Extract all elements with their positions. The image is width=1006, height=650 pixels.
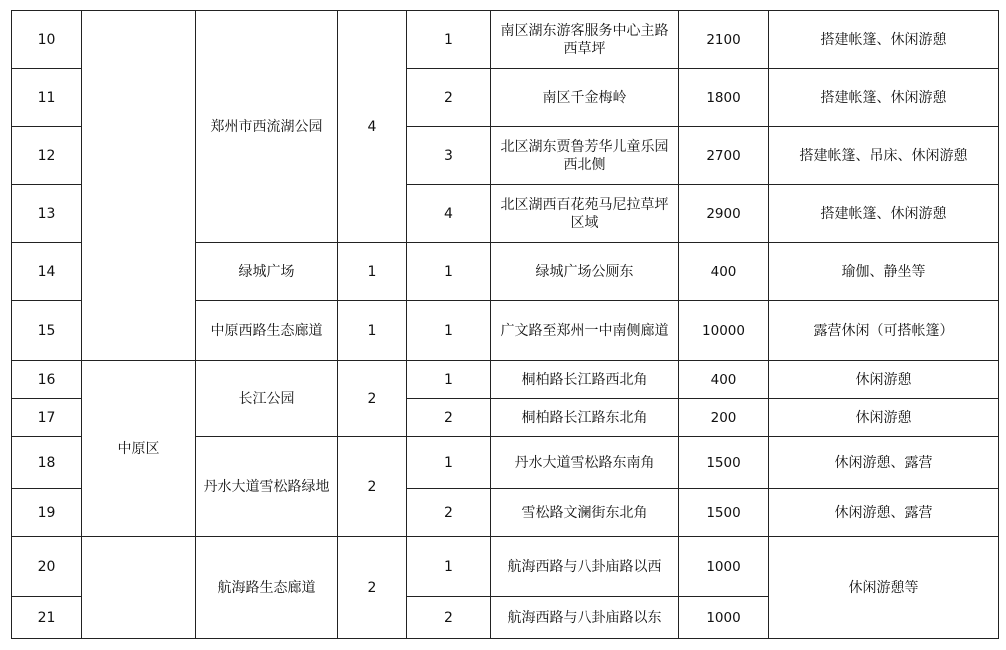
seq-cell: 14 [12, 243, 82, 301]
area-cell: 10000 [679, 301, 769, 361]
park-count-cell: 2 [338, 361, 407, 437]
seq-cell: 21 [12, 597, 82, 639]
park-count-cell: 1 [338, 301, 407, 361]
use-cell: 休闲游憩、露营 [769, 437, 999, 489]
location-cell: 南区湖东游客服务中心主路西草坪 [491, 11, 679, 69]
area-cell: 2700 [679, 127, 769, 185]
park-name-cell: 中原西路生态廊道 [196, 301, 338, 361]
district-cell [82, 11, 196, 361]
area-cell: 2900 [679, 185, 769, 243]
use-cell: 搭建帐篷、休闲游憩 [769, 69, 999, 127]
seq-cell: 12 [12, 127, 82, 185]
use-cell: 休闲游憩等 [769, 537, 999, 639]
table-row [12, 361, 999, 399]
use-cell: 休闲游憩 [769, 361, 999, 399]
sub-index-cell: 2 [407, 69, 491, 127]
sub-index-cell: 3 [407, 127, 491, 185]
use-cell: 休闲游憩、露营 [769, 489, 999, 537]
sub-index-cell: 1 [407, 537, 491, 597]
seq-cell: 13 [12, 185, 82, 243]
use-cell: 瑜伽、静坐等 [769, 243, 999, 301]
seq-cell: 15 [12, 301, 82, 361]
parks-table [11, 10, 999, 639]
location-cell: 北区湖东贾鲁芳华儿童乐园西北侧 [491, 127, 679, 185]
park-name-cell: 绿城广场 [196, 243, 338, 301]
district-cell: 中原区 [82, 361, 196, 537]
location-cell: 雪松路文澜街东北角 [491, 489, 679, 537]
location-cell: 丹水大道雪松路东南角 [491, 437, 679, 489]
sub-index-cell: 2 [407, 399, 491, 437]
area-cell: 1500 [679, 437, 769, 489]
park-name-cell: 长江公园 [196, 361, 338, 437]
seq-cell: 20 [12, 537, 82, 597]
sub-index-cell: 1 [407, 361, 491, 399]
location-cell: 桐柏路长江路东北角 [491, 399, 679, 437]
sub-index-cell: 1 [407, 437, 491, 489]
district-cell [82, 537, 196, 639]
use-cell: 搭建帐篷、休闲游憩 [769, 185, 999, 243]
seq-cell: 18 [12, 437, 82, 489]
sub-index-cell: 1 [407, 11, 491, 69]
table-row [12, 537, 999, 597]
location-cell: 航海西路与八卦庙路以西 [491, 537, 679, 597]
location-cell: 南区千金梅岭 [491, 69, 679, 127]
location-cell: 桐柏路长江路西北角 [491, 361, 679, 399]
park-name-cell: 丹水大道雪松路绿地 [196, 437, 338, 537]
location-cell: 绿城广场公厕东 [491, 243, 679, 301]
seq-cell: 17 [12, 399, 82, 437]
area-cell: 200 [679, 399, 769, 437]
sub-index-cell: 2 [407, 597, 491, 639]
seq-cell: 10 [12, 11, 82, 69]
area-cell: 400 [679, 243, 769, 301]
table-row [12, 11, 999, 69]
use-cell: 露营休闲（可搭帐篷） [769, 301, 999, 361]
location-cell: 广文路至郑州一中南侧廊道 [491, 301, 679, 361]
area-cell: 400 [679, 361, 769, 399]
sub-index-cell: 1 [407, 301, 491, 361]
use-cell: 搭建帐篷、休闲游憩 [769, 11, 999, 69]
park-count-cell: 4 [338, 11, 407, 243]
park-count-cell: 2 [338, 437, 407, 537]
area-cell: 1500 [679, 489, 769, 537]
location-cell: 北区湖西百花苑马尼拉草坪区域 [491, 185, 679, 243]
use-cell: 搭建帐篷、吊床、休闲游憩 [769, 127, 999, 185]
location-cell: 航海西路与八卦庙路以东 [491, 597, 679, 639]
use-cell: 休闲游憩 [769, 399, 999, 437]
area-cell: 1000 [679, 597, 769, 639]
sub-index-cell: 4 [407, 185, 491, 243]
sub-index-cell: 2 [407, 489, 491, 537]
park-name-cell: 郑州市西流湖公园 [196, 11, 338, 243]
seq-cell: 19 [12, 489, 82, 537]
area-cell: 1800 [679, 69, 769, 127]
park-name-cell: 航海路生态廊道 [196, 537, 338, 639]
seq-cell: 11 [12, 69, 82, 127]
sub-index-cell: 1 [407, 243, 491, 301]
area-cell: 1000 [679, 537, 769, 597]
park-count-cell: 2 [338, 537, 407, 639]
seq-cell: 16 [12, 361, 82, 399]
area-cell: 2100 [679, 11, 769, 69]
park-count-cell: 1 [338, 243, 407, 301]
